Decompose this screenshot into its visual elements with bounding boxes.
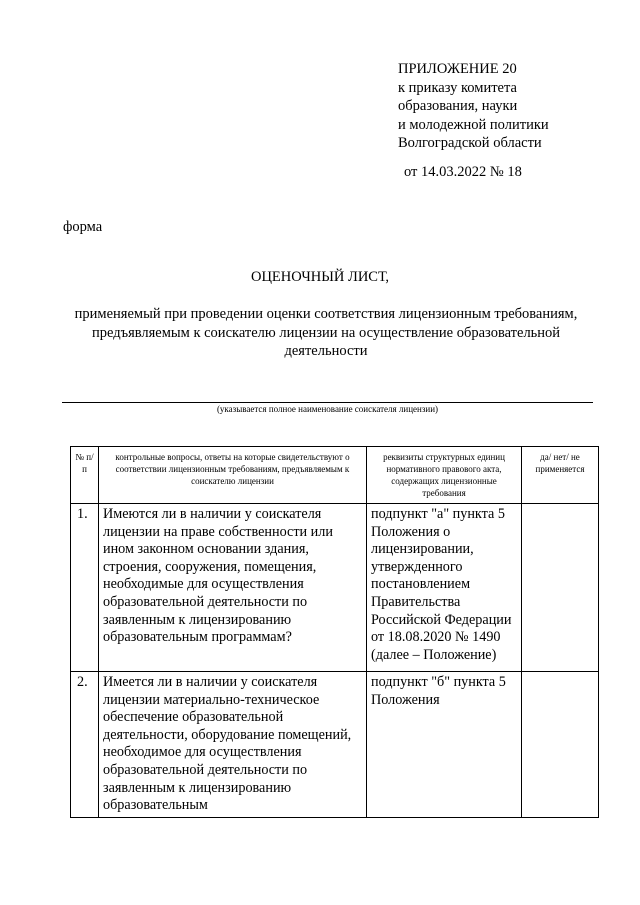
appendix-line: Волгоградской области	[398, 135, 542, 151]
table-row	[71, 504, 599, 672]
order-date: от 14.03.2022 № 18	[404, 164, 522, 180]
row-number: 1.	[71, 504, 99, 672]
header-number: № п/п	[71, 447, 99, 504]
appendix-line: и молодежной политики	[398, 116, 549, 133]
appendix-line: образования, науки	[398, 98, 518, 114]
appendix-line: ПРИЛОЖЕНИЕ 20	[398, 61, 517, 77]
header-answer: да/ нет/ не применяется	[522, 447, 599, 504]
header-reference: реквизиты структурных единиц нормативного правового акта, содержащих лицензионные требования	[367, 447, 522, 504]
row-number: 2.	[71, 672, 99, 818]
appendix-line: к приказу комитета	[398, 79, 517, 96]
document-subtitle: применяемый при проведении оценки соответствия лицензионным требованиям, предъявляемым к соискателю лицензии на осуществление образовательной деятельности	[74, 306, 578, 359]
applicant-name-caption: (указывается полное наименование соискателя лицензии)	[216, 404, 439, 414]
row-answer-cell[interactable]	[522, 504, 599, 672]
row-question: Имеются ли в наличии у соискателя лицензии на праве собственности или ином законном основании здания, строения, сооружения, помещения, необходимые для осуществления образовательной деятельности по заявленным к лицензированию образовательным программам?	[99, 504, 367, 672]
row-reference: подпункт "б" пункта 5 Положения	[367, 672, 522, 818]
appendix-header	[398, 60, 549, 153]
header-question: контрольные вопросы, ответы на которые свидетельствуют о соответствии лицензионным требованиям, предъявляемым к соискателю лицензии	[99, 447, 367, 504]
table-header-row	[71, 447, 599, 504]
document-title: ОЦЕНОЧНЫЙ ЛИСТ,	[250, 269, 390, 285]
table-row	[71, 672, 599, 818]
form-label: форма	[63, 219, 103, 235]
applicant-name-line	[62, 402, 593, 403]
row-question: Имеется ли в наличии у соискателя лицензии материально-техническое обеспечение образовательной деятельности, оборудование помещений, необходимое для осуществления образовательной деятельности по заявленным к лицензированию образовательным	[99, 672, 367, 818]
row-answer-cell[interactable]	[522, 672, 599, 818]
assessment-table	[70, 446, 599, 818]
row-reference: подпункт "а" пункта 5 Положения о лицензировании, утвержденного постановлением Правительства Российской Федерации от 18.08.2020 № 1490 (далее – Положение)	[367, 504, 522, 672]
